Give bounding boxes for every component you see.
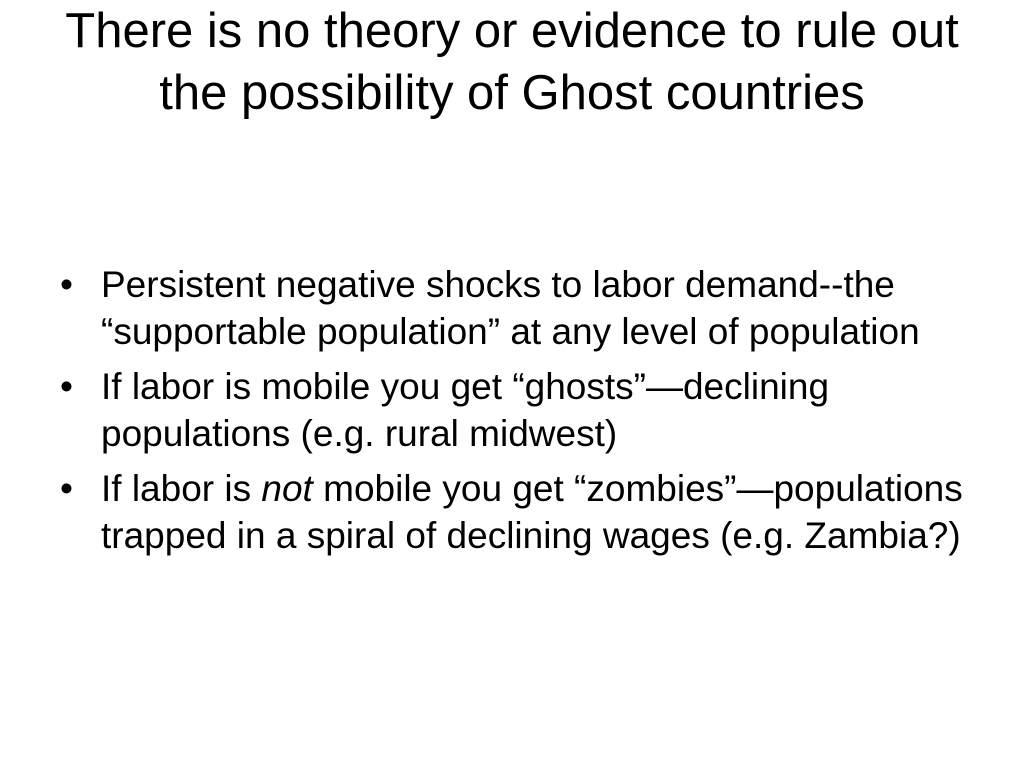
bullet-text-after: mobile you get “zombies”—populations trapped in a spiral of declining wages (e.g. Zambia?): [101, 468, 963, 556]
bullet-emphasis: not: [261, 468, 313, 509]
bullet-item: [60, 465, 970, 559]
slide-title: There is no theory or evidence to rule out the possibility of Ghost countries: [65, 4, 959, 120]
bullet-text: If labor is mobile you get “ghosts”—declining populations (e.g. rural midwest): [101, 366, 830, 454]
bullet-text-before: If labor is: [101, 468, 262, 509]
bullet-dot-icon: •: [60, 468, 73, 509]
bullet-dot-icon: •: [60, 366, 73, 407]
bullet-item: [60, 363, 970, 457]
bullet-item: [60, 261, 970, 355]
bullet-text: Persistent negative shocks to labor demand--the “supportable population” at any level of population: [101, 264, 920, 352]
bullet-list: [60, 261, 970, 567]
bullet-dot-icon: •: [60, 264, 73, 305]
